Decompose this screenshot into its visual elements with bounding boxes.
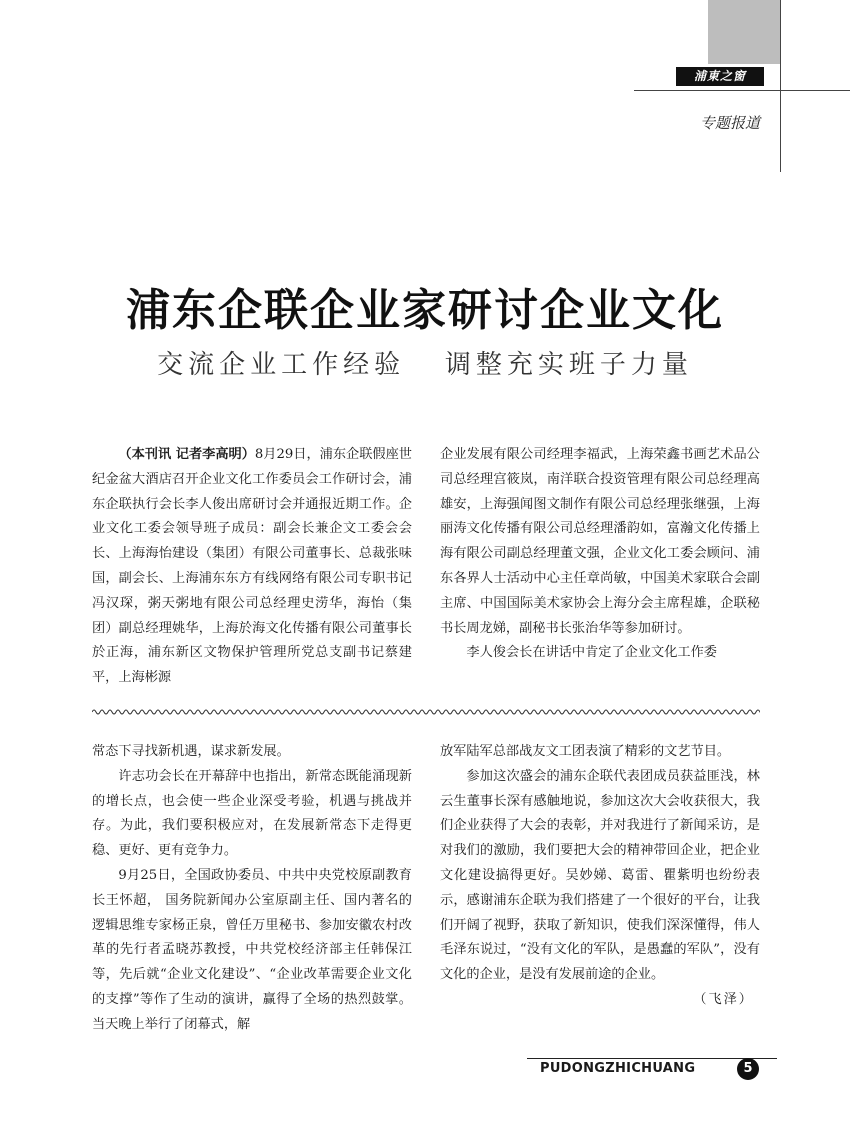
footer-rule xyxy=(527,1058,777,1059)
header-horizontal-rule xyxy=(634,90,850,91)
author-signature: （飞泽） xyxy=(693,991,754,1007)
article-title: 浦东企联企业家研讨企业文化 xyxy=(126,285,724,336)
paragraph: 放军陆军总部战友文工团表演了精彩的文艺节目。 xyxy=(440,744,731,759)
paragraph: 参加这次盛会的浦东企联代表团成员获益匪浅，林云生董事长深有感触地说，参加这次大会收获很大，我们企业获得了大会的表彰，并对我进行了新闻采访，是对我们的激励，我们要把大会的精神带回企业，把企业文化建设搞得更好。吴妙娣、葛雷、瞿紫明也纷纷表示，感谢浦东企联为我们搭建了一个很好的平台，让我们开阔了视野，获取了新知识，使我们深深懂得，伟人毛泽东说过，“没有文化的军队，是愚蠢的军队”，没有文化的企业，是没有发展前途的企业。 xyxy=(440,768,760,983)
paragraph: 许志功会长在开幕辞中也指出，新常态既能涌现新的增长点，也会使一些企业深受考验，机遇与挑战并存。为此，我们要积极应对，在发展新常态下走得更稳、更好、更有竞争力。 xyxy=(92,768,412,859)
paragraph: 企业发展有限公司经理李福武，上海荣鑫书画艺术品公司总经理宫筱岚，南洋联合投资管理有限公司总经理高雄安，上海强闻图文制作有限公司总经理张继强，上海丽涛文化传播有限公司总经理潘韵如，富瀚文化传播上海有限公司副总经理董文强，企业文化工委会顾问、浦东各界人士活动中心主任章尚敏，中国美术家联合会副主席、中国国际美术家协会上海分会主席程雄，企联秘书长周龙娣，副秘书长张治华等参加研讨。 xyxy=(440,447,760,636)
article-subtitle: 交流企业工作经验 调整充实班子力量 xyxy=(157,350,693,380)
magazine-logo: 浦東之窗 xyxy=(676,67,764,86)
header-vertical-rule xyxy=(780,0,781,172)
column-bottom-left xyxy=(92,740,412,1038)
section-label: 专题报道 xyxy=(699,114,760,132)
footer-magazine-name: PUDONGZHICHUANG xyxy=(540,1061,696,1076)
lead-label: （本刊讯 记者李高明） xyxy=(118,447,255,462)
column-bottom-right xyxy=(440,740,760,1013)
page-number: 5 xyxy=(737,1058,759,1080)
paragraph: 常态下寻找新机遇，谋求新发展。 xyxy=(92,744,290,759)
column-top-right xyxy=(440,443,760,666)
paragraph: 李人俊会长在讲话中肯定了企业文化工作委 xyxy=(466,645,717,661)
wavy-divider xyxy=(92,707,760,717)
column-top-left xyxy=(92,443,412,691)
paragraph: 9月25日，全国政协委员、中共中央党校原副教育长王怀超， 国务院新闻办公室原副主任、国内著名的逻辑思维专家杨正泉，曾任万里秘书、参加安徽农村改革的先行者孟晓苏教授，中共党校经济部主任韩保江等，先后就“企业文化建设”、“企业改革需要企业文化的支撑”等作了生动的演讲，赢得了全场的热烈鼓掌。当天晚上举行了闭幕式，解 xyxy=(92,867,412,1032)
paragraph: 8月29日，浦东企联假座世纪金盆大酒店召开企业文化工作委员会工作研讨会，浦东企联执行会长李人俊出席研讨会并通报近期工作。企业文化工委会领导班子成员：副会长兼企文工委会会长、上海海怡建设（集团）有限公司董事长、总裁张味国，副会长、上海浦东东方有线网络有限公司专职书记冯汉琛，粥天粥地有限公司总经理史涝华，海怡（集团）副总经理姚华，上海於海文化传播有限公司董事长於正海，浦东新区文物保护管理所党总支副书记蔡建平，上海彬源 xyxy=(92,447,412,686)
corner-gray-block xyxy=(708,0,781,64)
